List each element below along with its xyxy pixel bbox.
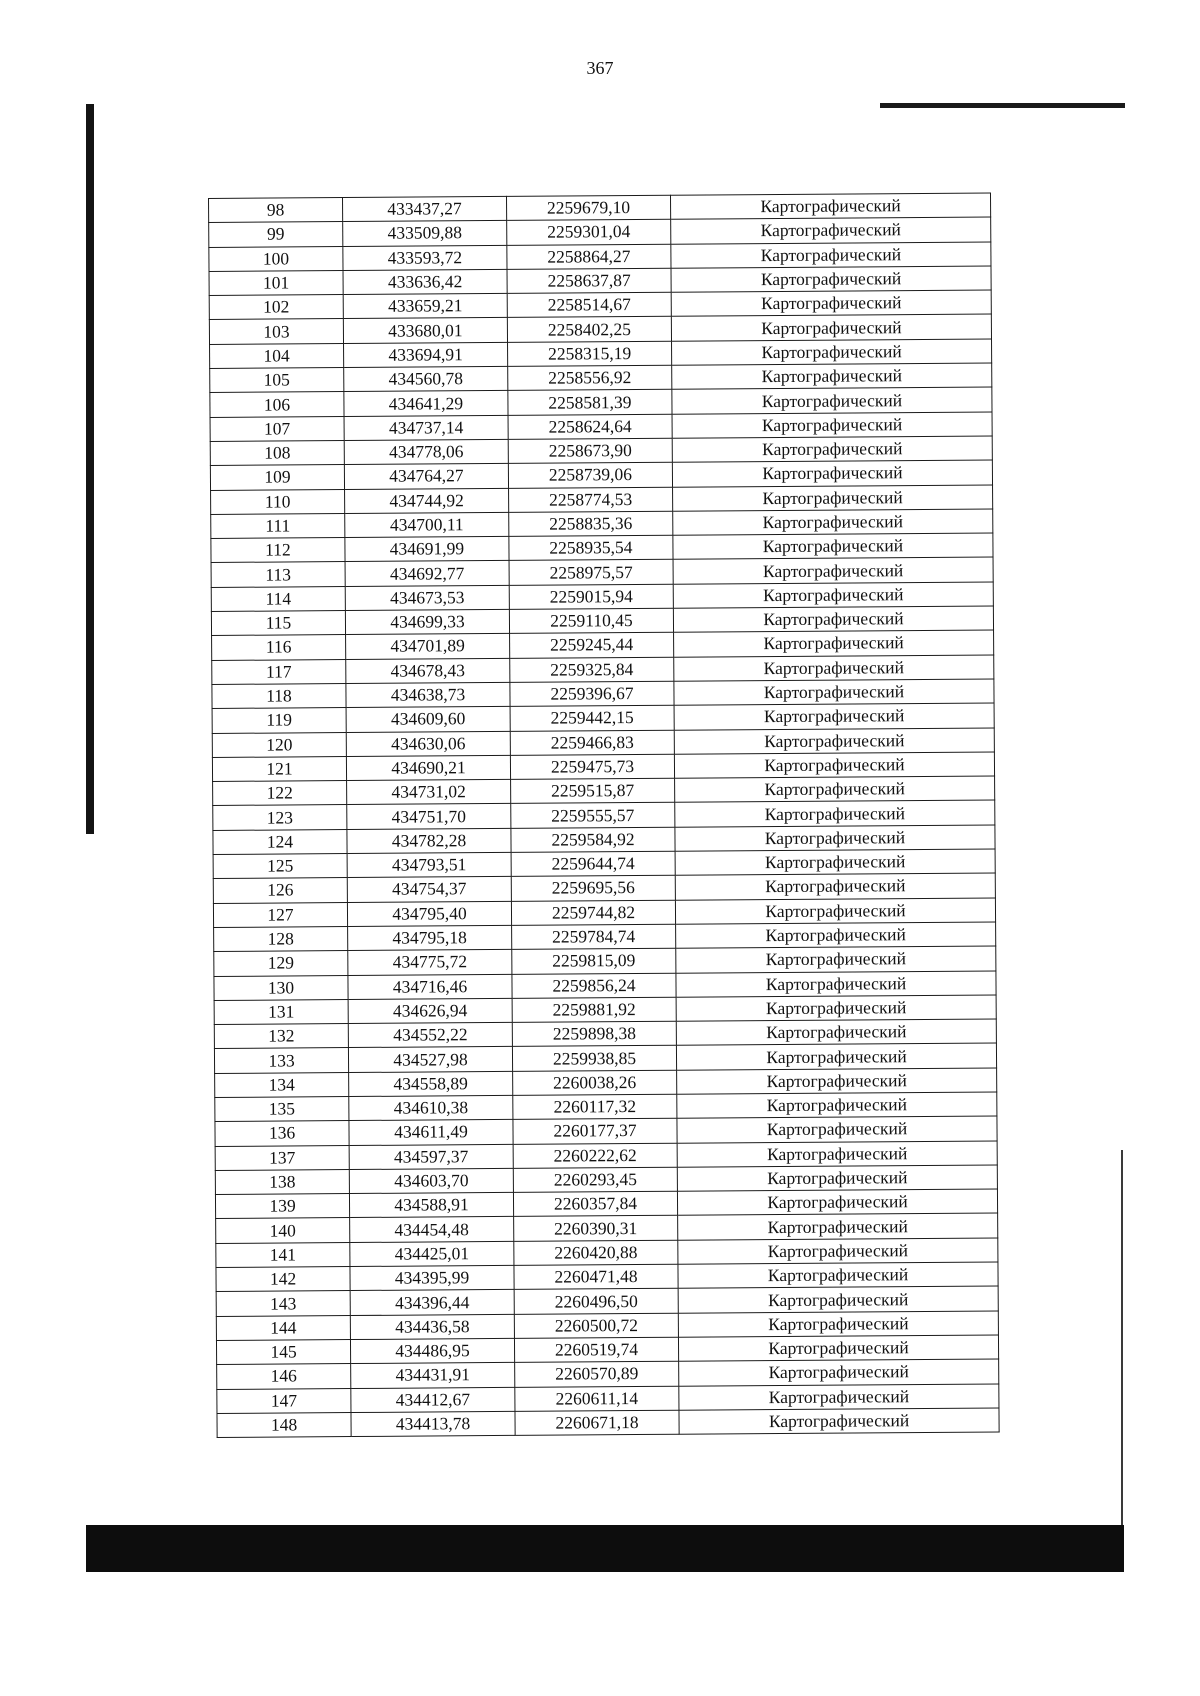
- y-coordinate-cell: 2259515,87: [511, 778, 675, 803]
- point-number-cell: 147: [217, 1388, 351, 1413]
- method-cell: Картографический: [679, 1384, 999, 1411]
- y-coordinate-cell: 2260222,62: [513, 1143, 677, 1168]
- method-cell: Картографический: [679, 1408, 999, 1435]
- point-number-cell: 111: [211, 513, 345, 538]
- x-coordinate-cell: 434764,27: [344, 464, 508, 489]
- scan-bottom-bar: [86, 1525, 1124, 1572]
- method-cell: Картографический: [670, 193, 990, 220]
- x-coordinate-cell: 433636,42: [343, 269, 507, 294]
- x-coordinate-cell: 434731,02: [347, 780, 511, 805]
- y-coordinate-cell: 2258315,19: [508, 341, 672, 366]
- point-number-cell: 134: [215, 1072, 349, 1097]
- method-cell: Картографический: [672, 436, 992, 463]
- point-number-cell: 117: [212, 659, 346, 684]
- x-coordinate-cell: 434431,91: [351, 1363, 515, 1388]
- y-coordinate-cell: 2258514,67: [507, 292, 671, 317]
- y-coordinate-cell: 2258739,06: [508, 463, 672, 488]
- method-cell: Картографический: [672, 339, 992, 366]
- point-number-cell: 140: [216, 1218, 350, 1243]
- y-coordinate-cell: 2259442,15: [510, 705, 674, 730]
- point-number-cell: 132: [214, 1024, 348, 1049]
- y-coordinate-cell: 2260390,31: [514, 1216, 678, 1241]
- method-cell: Картографический: [671, 242, 991, 269]
- point-number-cell: 103: [209, 319, 343, 344]
- y-coordinate-cell: 2258581,39: [508, 390, 672, 415]
- method-cell: Картографический: [674, 728, 994, 755]
- point-number-cell: 109: [210, 465, 344, 490]
- point-number-cell: 123: [213, 805, 347, 830]
- x-coordinate-cell: 434700,11: [345, 512, 509, 537]
- x-coordinate-cell: 434701,89: [346, 634, 510, 659]
- method-cell: Картографический: [671, 266, 991, 293]
- y-coordinate-cell: 2259555,57: [511, 803, 675, 828]
- y-coordinate-cell: 2259475,73: [510, 754, 674, 779]
- y-coordinate-cell: 2260671,18: [515, 1410, 679, 1435]
- point-number-cell: 122: [213, 781, 347, 806]
- y-coordinate-cell: 2260519,74: [514, 1337, 678, 1362]
- method-cell: Картографический: [674, 655, 994, 682]
- method-cell: Картографический: [674, 630, 994, 657]
- x-coordinate-cell: 434691,99: [345, 537, 509, 562]
- point-number-cell: 124: [213, 829, 347, 854]
- x-coordinate-cell: 434597,37: [349, 1144, 513, 1169]
- x-coordinate-cell: 434778,06: [344, 439, 508, 464]
- x-coordinate-cell: 434795,40: [347, 901, 511, 926]
- method-cell: Картографический: [673, 582, 993, 609]
- y-coordinate-cell: 2260500,72: [514, 1313, 678, 1338]
- y-coordinate-cell: 2259815,09: [512, 948, 676, 973]
- y-coordinate-cell: 2259898,38: [512, 1021, 676, 1046]
- y-coordinate-cell: 2259301,04: [507, 220, 671, 245]
- x-coordinate-cell: 434610,38: [349, 1095, 513, 1120]
- point-number-cell: 128: [214, 926, 348, 951]
- x-coordinate-cell: 434396,44: [350, 1290, 514, 1315]
- point-number-cell: 129: [214, 951, 348, 976]
- method-cell: Картографический: [673, 485, 993, 512]
- point-number-cell: 119: [212, 708, 346, 733]
- y-coordinate-cell: 2258673,90: [508, 438, 672, 463]
- method-cell: Картографический: [677, 1165, 997, 1192]
- point-number-cell: 131: [214, 999, 348, 1024]
- point-number-cell: 125: [213, 854, 347, 879]
- x-coordinate-cell: 434611,49: [349, 1120, 513, 1145]
- point-number-cell: 135: [215, 1097, 349, 1122]
- y-coordinate-cell: 2259856,24: [512, 973, 676, 998]
- y-coordinate-cell: 2260471,48: [514, 1264, 678, 1289]
- y-coordinate-cell: 2260357,84: [513, 1191, 677, 1216]
- method-cell: Картографический: [677, 1116, 997, 1143]
- y-coordinate-cell: 2259695,56: [511, 876, 675, 901]
- method-cell: Картографический: [674, 752, 994, 779]
- method-cell: Картографический: [676, 1043, 996, 1070]
- x-coordinate-cell: 434775,72: [348, 950, 512, 975]
- x-coordinate-cell: 434795,18: [348, 925, 512, 950]
- y-coordinate-cell: 2259881,92: [512, 997, 676, 1022]
- point-number-cell: 112: [211, 538, 345, 563]
- scan-top-rule: [880, 103, 1125, 108]
- point-number-cell: 146: [217, 1364, 351, 1389]
- y-coordinate-cell: 2259679,10: [506, 195, 670, 220]
- point-number-cell: 127: [213, 902, 347, 927]
- x-coordinate-cell: 434412,67: [351, 1387, 515, 1412]
- point-number-cell: 138: [215, 1169, 349, 1194]
- point-number-cell: 105: [210, 368, 344, 393]
- point-number-cell: 145: [216, 1339, 350, 1364]
- y-coordinate-cell: 2258637,87: [507, 268, 671, 293]
- x-coordinate-cell: 434425,01: [350, 1241, 514, 1266]
- point-number-cell: 148: [217, 1412, 351, 1437]
- x-coordinate-cell: 433437,27: [343, 196, 507, 221]
- scan-left-border: [86, 104, 94, 834]
- point-number-cell: 133: [214, 1048, 348, 1073]
- y-coordinate-cell: 2260496,50: [514, 1289, 678, 1314]
- x-coordinate-cell: 434552,22: [348, 1022, 512, 1047]
- x-coordinate-cell: 434641,29: [344, 391, 508, 416]
- x-coordinate-cell: 434754,37: [347, 877, 511, 902]
- method-cell: Картографический: [672, 460, 992, 487]
- method-cell: Картографический: [676, 1019, 996, 1046]
- x-coordinate-cell: 434558,89: [349, 1071, 513, 1096]
- x-coordinate-cell: 434560,78: [344, 366, 508, 391]
- y-coordinate-cell: 2259744,82: [511, 900, 675, 925]
- method-cell: Картографический: [675, 873, 995, 900]
- x-coordinate-cell: 434486,95: [350, 1338, 514, 1363]
- point-number-cell: 139: [215, 1194, 349, 1219]
- x-coordinate-cell: 433659,21: [343, 294, 507, 319]
- method-cell: Картографический: [671, 315, 991, 342]
- x-coordinate-cell: 434716,46: [348, 974, 512, 999]
- x-coordinate-cell: 434603,70: [349, 1168, 513, 1193]
- method-cell: Картографический: [677, 1141, 997, 1168]
- point-number-cell: 113: [211, 562, 345, 587]
- x-coordinate-cell: 434744,92: [345, 488, 509, 513]
- method-cell: Картографический: [673, 557, 993, 584]
- point-number-cell: 101: [209, 270, 343, 295]
- method-cell: Картографический: [671, 217, 991, 244]
- y-coordinate-cell: 2259784,74: [512, 924, 676, 949]
- method-cell: Картографический: [678, 1335, 998, 1362]
- y-coordinate-cell: 2259584,92: [511, 827, 675, 852]
- method-cell: Картографический: [675, 849, 995, 876]
- point-number-cell: 100: [209, 246, 343, 271]
- x-coordinate-cell: 434527,98: [348, 1047, 512, 1072]
- x-coordinate-cell: 434690,21: [346, 755, 510, 780]
- method-cell: Картографический: [675, 898, 995, 925]
- y-coordinate-cell: 2259015,94: [509, 584, 673, 609]
- y-coordinate-cell: 2259325,84: [510, 657, 674, 682]
- point-number-cell: 142: [216, 1267, 350, 1292]
- y-coordinate-cell: 2258556,92: [508, 365, 672, 390]
- point-number-cell: 114: [211, 586, 345, 611]
- point-number-cell: 110: [211, 489, 345, 514]
- method-cell: Картографический: [675, 825, 995, 852]
- point-number-cell: 144: [216, 1315, 350, 1340]
- x-coordinate-cell: 434630,06: [346, 731, 510, 756]
- x-coordinate-cell: 434699,33: [345, 609, 509, 634]
- y-coordinate-cell: 2260293,45: [513, 1167, 677, 1192]
- x-coordinate-cell: 433593,72: [343, 245, 507, 270]
- method-cell: Картографический: [672, 387, 992, 414]
- x-coordinate-cell: 434588,91: [349, 1193, 513, 1218]
- point-number-cell: 108: [210, 441, 344, 466]
- x-coordinate-cell: 433680,01: [343, 318, 507, 343]
- y-coordinate-cell: 2260420,88: [514, 1240, 678, 1265]
- scan-right-edge: [1121, 1150, 1123, 1530]
- point-number-cell: 130: [214, 975, 348, 1000]
- point-number-cell: 115: [211, 611, 345, 636]
- x-coordinate-cell: 434609,60: [346, 707, 510, 732]
- method-cell: Картографический: [677, 1068, 997, 1095]
- x-coordinate-cell: 434413,78: [351, 1411, 515, 1436]
- y-coordinate-cell: 2260117,32: [513, 1094, 677, 1119]
- method-cell: Картографический: [671, 290, 991, 317]
- point-number-cell: 126: [213, 878, 347, 903]
- x-coordinate-cell: 434751,70: [347, 804, 511, 829]
- method-cell: Картографический: [672, 363, 992, 390]
- method-cell: Картографический: [673, 533, 993, 560]
- method-cell: Картографический: [674, 703, 994, 730]
- x-coordinate-cell: 434737,14: [344, 415, 508, 440]
- method-cell: Картографический: [676, 995, 996, 1022]
- method-cell: Картографический: [678, 1286, 998, 1313]
- method-cell: Картографический: [676, 971, 996, 998]
- method-cell: Картографический: [672, 412, 992, 439]
- y-coordinate-cell: 2258975,57: [509, 560, 673, 585]
- method-cell: Картографический: [678, 1238, 998, 1265]
- method-cell: Картографический: [678, 1262, 998, 1289]
- method-cell: Картографический: [676, 922, 996, 949]
- x-coordinate-cell: 433509,88: [343, 221, 507, 246]
- method-cell: Картографический: [678, 1213, 998, 1240]
- point-number-cell: 137: [215, 1145, 349, 1170]
- x-coordinate-cell: 434454,48: [350, 1217, 514, 1242]
- page-number: 367: [586, 58, 614, 78]
- method-cell: Картографический: [679, 1359, 999, 1386]
- y-coordinate-cell: 2258864,27: [507, 244, 671, 269]
- method-cell: Картографический: [677, 1092, 997, 1119]
- x-coordinate-cell: 434436,58: [350, 1314, 514, 1339]
- table-row: [217, 1408, 999, 1438]
- y-coordinate-cell: 2258835,36: [509, 511, 673, 536]
- point-number-cell: 141: [216, 1242, 350, 1267]
- point-number-cell: 104: [210, 343, 344, 368]
- x-coordinate-cell: 434673,53: [345, 585, 509, 610]
- method-cell: Картографический: [673, 509, 993, 536]
- y-coordinate-cell: 2260570,89: [515, 1361, 679, 1386]
- y-coordinate-cell: 2259396,67: [510, 681, 674, 706]
- y-coordinate-cell: 2259245,44: [510, 633, 674, 658]
- point-number-cell: 99: [209, 222, 343, 247]
- y-coordinate-cell: 2258774,53: [509, 487, 673, 512]
- x-coordinate-cell: 433694,91: [344, 342, 508, 367]
- point-number-cell: 106: [210, 392, 344, 417]
- x-coordinate-cell: 434678,43: [346, 658, 510, 683]
- y-coordinate-cell: 2259644,74: [511, 851, 675, 876]
- method-cell: Картографический: [677, 1189, 997, 1216]
- x-coordinate-cell: 434782,28: [347, 828, 511, 853]
- point-number-cell: 102: [209, 295, 343, 320]
- y-coordinate-cell: 2259110,45: [509, 608, 673, 633]
- x-coordinate-cell: 434626,94: [348, 998, 512, 1023]
- y-coordinate-cell: 2259938,85: [512, 1046, 676, 1071]
- point-number-cell: 121: [212, 756, 346, 781]
- method-cell: Картографический: [676, 946, 996, 973]
- method-cell: Картографический: [675, 800, 995, 827]
- point-number-cell: 118: [212, 683, 346, 708]
- y-coordinate-cell: 2258402,25: [507, 317, 671, 342]
- y-coordinate-cell: 2258624,64: [508, 414, 672, 439]
- y-coordinate-cell: 2260611,14: [515, 1386, 679, 1411]
- x-coordinate-cell: 434793,51: [347, 852, 511, 877]
- y-coordinate-cell: 2258935,54: [509, 535, 673, 560]
- y-coordinate-cell: 2259466,83: [510, 730, 674, 755]
- coordinates-table: [208, 193, 1000, 1439]
- point-number-cell: 107: [210, 416, 344, 441]
- coordinates-table-body: [209, 193, 1000, 1438]
- y-coordinate-cell: 2260177,37: [513, 1119, 677, 1144]
- point-number-cell: 136: [215, 1121, 349, 1146]
- point-number-cell: 116: [212, 635, 346, 660]
- y-coordinate-cell: 2260038,26: [513, 1070, 677, 1095]
- method-cell: Картографический: [673, 606, 993, 633]
- x-coordinate-cell: 434395,99: [350, 1265, 514, 1290]
- point-number-cell: 120: [212, 732, 346, 757]
- x-coordinate-cell: 434692,77: [345, 561, 509, 586]
- method-cell: Картографический: [675, 776, 995, 803]
- x-coordinate-cell: 434638,73: [346, 682, 510, 707]
- method-cell: Картографический: [678, 1311, 998, 1338]
- point-number-cell: 98: [209, 198, 343, 223]
- method-cell: Картографический: [674, 679, 994, 706]
- point-number-cell: 143: [216, 1291, 350, 1316]
